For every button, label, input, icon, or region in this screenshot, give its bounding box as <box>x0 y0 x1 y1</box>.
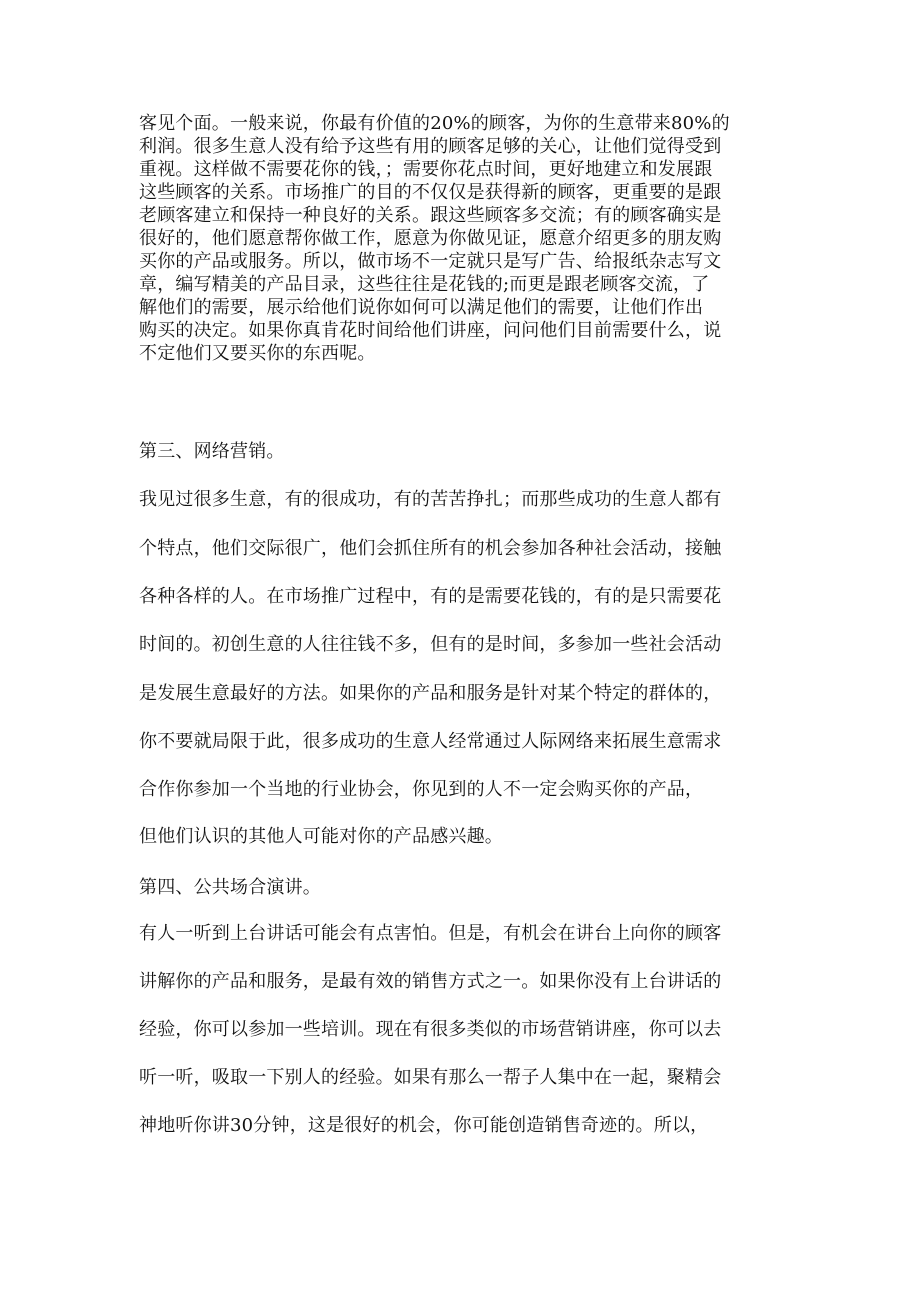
paragraph-1-line-2: 利润。很多生意人没有给予这些有用的顾客足够的关心，让他们觉得受到 <box>139 136 722 157</box>
paragraph-1-line-10: 购买的决定。如果你真肯花时间给他们讲座，问问他们目前需要什么，说 <box>139 320 722 341</box>
paragraph-1-line-9: 解他们的需要，展示给他们说你如何可以满足他们的需要，让他们作出 <box>139 297 704 318</box>
paragraph-2-line-4: 时间的。初创生意的人往往钱不多，但有的是时间，多参加一些社会活动 <box>139 634 722 655</box>
paragraph-2-line-7: 合作你参加一个当地的行业协会，你见到的人不一定会购买你的产品， <box>139 779 704 800</box>
paragraph-2-line-2: 个特点，他们交际很广，他们会抓住所有的机会参加各种社会活动，接触 <box>139 538 722 559</box>
paragraph-3-line-4: 听一听，吸取一下别人的经验。如果有那么一帮子人集中在一起，聚精会 <box>139 1067 722 1088</box>
paragraph-3-line-3: 经验，你可以参加一些培训。现在有很多类似的市场营销讲座，你可以去 <box>139 1019 722 1040</box>
section-heading-3: 第三、网络营销。 <box>139 441 285 462</box>
paragraph-1-line-8: 章，编写精美的产品目录，这些往往是花钱的;而更是跟老顾客交流，了 <box>139 274 710 295</box>
paragraph-1-line-11: 不定他们又要买你的东西呢。 <box>139 343 376 364</box>
paragraph-1-line-7: 买你的产品或服务。所以，做市场不一定就只是写广告、给报纸杂志写文 <box>139 251 722 272</box>
paragraph-2-line-5: 是发展生意最好的方法。如果你的产品和服务是针对某个特定的群体的， <box>139 683 722 704</box>
paragraph-1-line-3: 重视。这样做不需要花你的钱，；需要你花点时间，更好地建立和发展跟 <box>139 159 713 180</box>
paragraph-1-line-5: 老顾客建立和保持一种良好的关系。跟这些顾客多交流；有的顾客确实是 <box>139 205 722 226</box>
paragraph-2-line-1: 我见过很多生意，有的很成功，有的苦苦挣扎；而那些成功的生意人都有 <box>139 489 722 510</box>
paragraph-1-line-1: 客见个面。一般来说，你最有价值的20%的顾客，为你的生意带来80%的 <box>139 113 730 134</box>
paragraph-3-line-2: 讲解你的产品和服务，是最有效的销售方式之一。如果你没有上台讲话的 <box>139 971 722 992</box>
paragraph-3-line-5: 神地听你讲30分钟，这是很好的机会，你可能创造销售奇迹的。所以， <box>139 1115 709 1136</box>
paragraph-1-line-4: 这些顾客的关系。市场推广的目的不仅仅是获得新的顾客，更重要的是跟 <box>139 182 722 203</box>
section-heading-4: 第四、公共场合演讲。 <box>139 877 321 898</box>
paragraph-2-line-3: 各种各样的人。在市场推广过程中，有的是需要花钱的，有的是只需要花 <box>139 586 722 607</box>
paragraph-2-line-8: 但他们认识的其他人可能对你的产品感兴趣。 <box>139 826 503 847</box>
paragraph-1-line-6: 很好的，他们愿意帮你做工作，愿意为你做见证，愿意介绍更多的朋友购 <box>139 228 722 249</box>
paragraph-2-line-6: 你不要就局限于此，很多成功的生意人经常通过人际网络来拓展生意需求 <box>139 731 722 752</box>
paragraph-3-line-1: 有人一听到上台讲话可能会有点害怕。但是，有机会在讲台上向你的顾客 <box>139 923 722 944</box>
